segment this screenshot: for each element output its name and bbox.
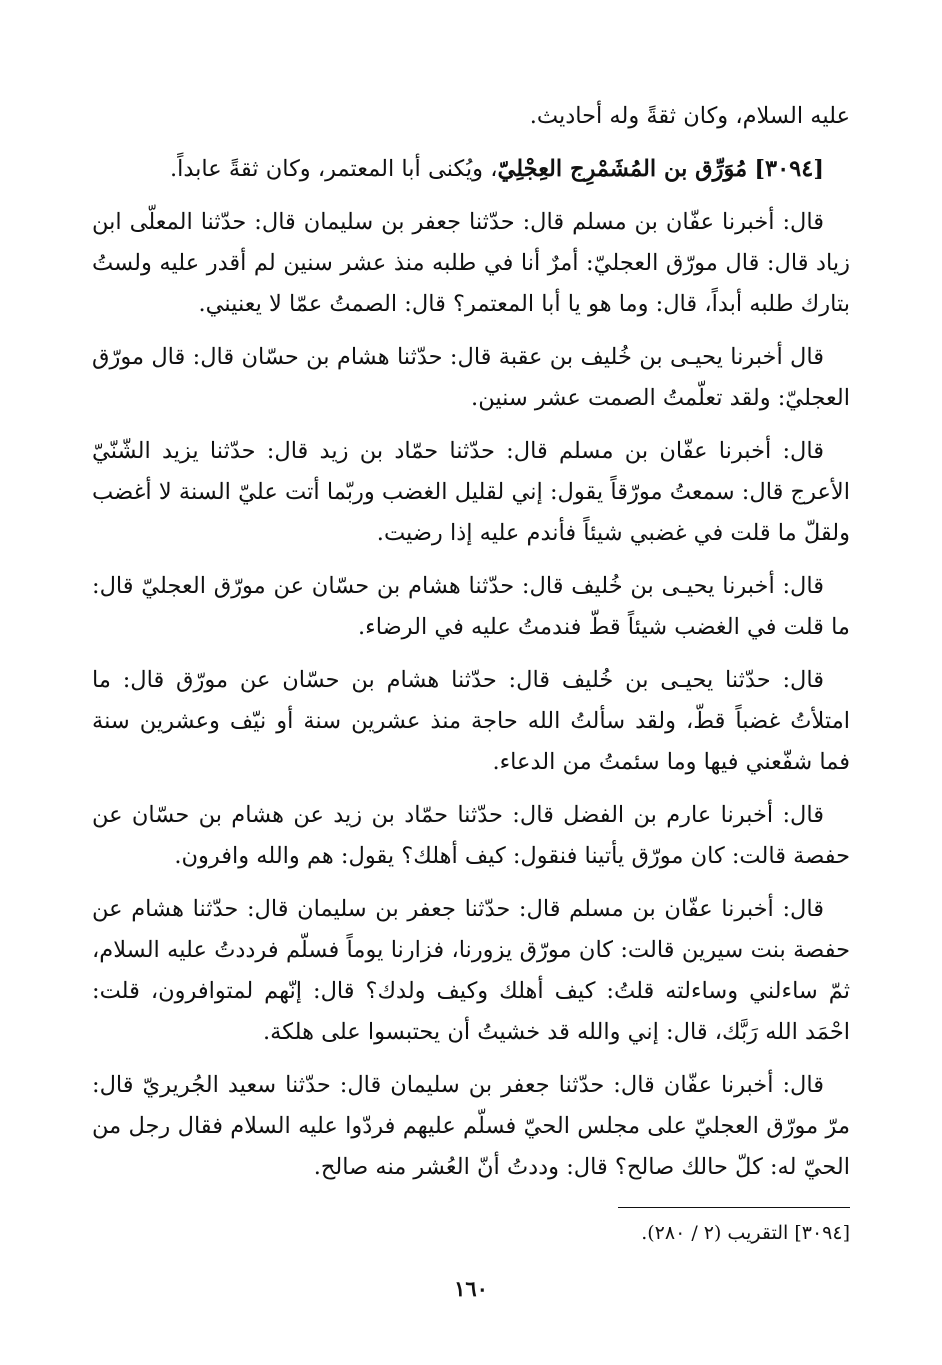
footnote-text: التقريب (٢ / ٢٨٠).: [641, 1222, 789, 1244]
paragraph-6: قال: أخبرنا عارم بن الفضل قال: حدّثنا حمّاد بن زيد عن هشام بن حسّان عن حفصة قالت: كان مورّق يأتينا فنقول: كيف أهلك؟ يقول: هم والله وافرون.: [92, 802, 850, 869]
footnote: [92, 1216, 850, 1250]
paragraph-7: قال: أخبرنا عفّان بن مسلم قال: حدّثنا جعفر بن سليمان قال: حدّثنا هشام عن حفصة بنت سيرين قالت: كان مورّق يزورنا، فزارنا يوماً فسلّم فرددتُ عليه السلام، ثمّ ساءلني وساءلته قلتُ: كيف أهلك وكيف ولدك؟ قال: إنّهم لمتوافرون، قلت: احْمَد الله رَبَّك، قال: إني والله قد خشيتُ أن يحتبسوا على هلكة.: [92, 896, 850, 1045]
paragraph-2: قال أخبرنا يحيـى بن خُليف بن عقبة قال: حدّثنا هشام بن حسّان قال: قال مورّق العجليّ: ولقد تعلّمتُ الصمت عشر سنين.: [92, 344, 850, 411]
paragraph-8: قال: أخبرنا عفّان قال: حدّثنا جعفر بن سليمان قال: حدّثنا سعيد الجُريريّ قال: مرّ مورّق العجليّ على مجلس الحيّ فسلّم عليهم فردّوا عليه السلام فقال رجل من الحيّ له: كلّ حالك صالح؟ قال: وددتُ أنّ العُشر منه صالح.: [92, 1072, 850, 1180]
entry-description: ، ويُكنى أبا المعتمر، وكان ثقةً عابداً.: [169, 156, 498, 182]
paragraph-1: قال: أخبرنا عفّان بن مسلم قال: حدّثنا جعفر بن سليمان قال: حدّثنا المعلّى ابن زياد قال: قال مورّق العجليّ: أمرٌ أنا في طلبه منذ عشر سنين لم أقدر عليه ولستُ بتارك طلبه أبداً، قال: وما هو يا أبا المعتمر؟ قال: الصمتُ عمّا لا يعنيني.: [92, 209, 850, 317]
paragraph-4: قال: أخبرنا يحيـى بن خُليف قال: حدّثنا هشام بن حسّان عن مورّق العجليّ قال: ما قلت في الغضب شيئاً قطّ فندمتُ عليه في الرضاء.: [92, 573, 850, 640]
paragraph-5: قال: حدّثنا يحيـى بن خُليف قال: حدّثنا هشام بن حسّان عن مورّق قال: ما امتلأتُ غضباً قطّ، ولقد سألتُ الله حاجة منذ عشرين سنة أو نيّف وعشرين سنة فما شفّعني فيها وما سئمتُ من الدعاء.: [92, 667, 850, 775]
footnote-divider: [618, 1207, 850, 1208]
entry-heading: [92, 149, 850, 190]
paragraph-3: قال: أخبرنا عفّان بن مسلم قال: حدّثنا حمّاد بن زيد قال: حدّثنا يزيد الشّنّيّ الأعرج قال: سمعتُ مورّقاً يقول: إني لقليل الغضب وربّما أتت عليّ السنة لا أغضب ولقلّ ما قلت في غضبي شيئاً فأندم عليه إذا رضيت.: [92, 438, 850, 546]
entry-name: مُوَرِّق بن المُشَمْرِج العِجْلِيّ: [497, 156, 748, 182]
text-line-continuation: عليه السلام، وكان ثقةً وله أحاديث.: [529, 103, 850, 129]
footnote-ref: [٣٠٩٤]: [794, 1222, 850, 1244]
page-number: ١٦٠: [454, 1276, 488, 1301]
entry-number: [٣٠٩٤]: [754, 156, 824, 182]
main-text: [92, 96, 850, 1200]
